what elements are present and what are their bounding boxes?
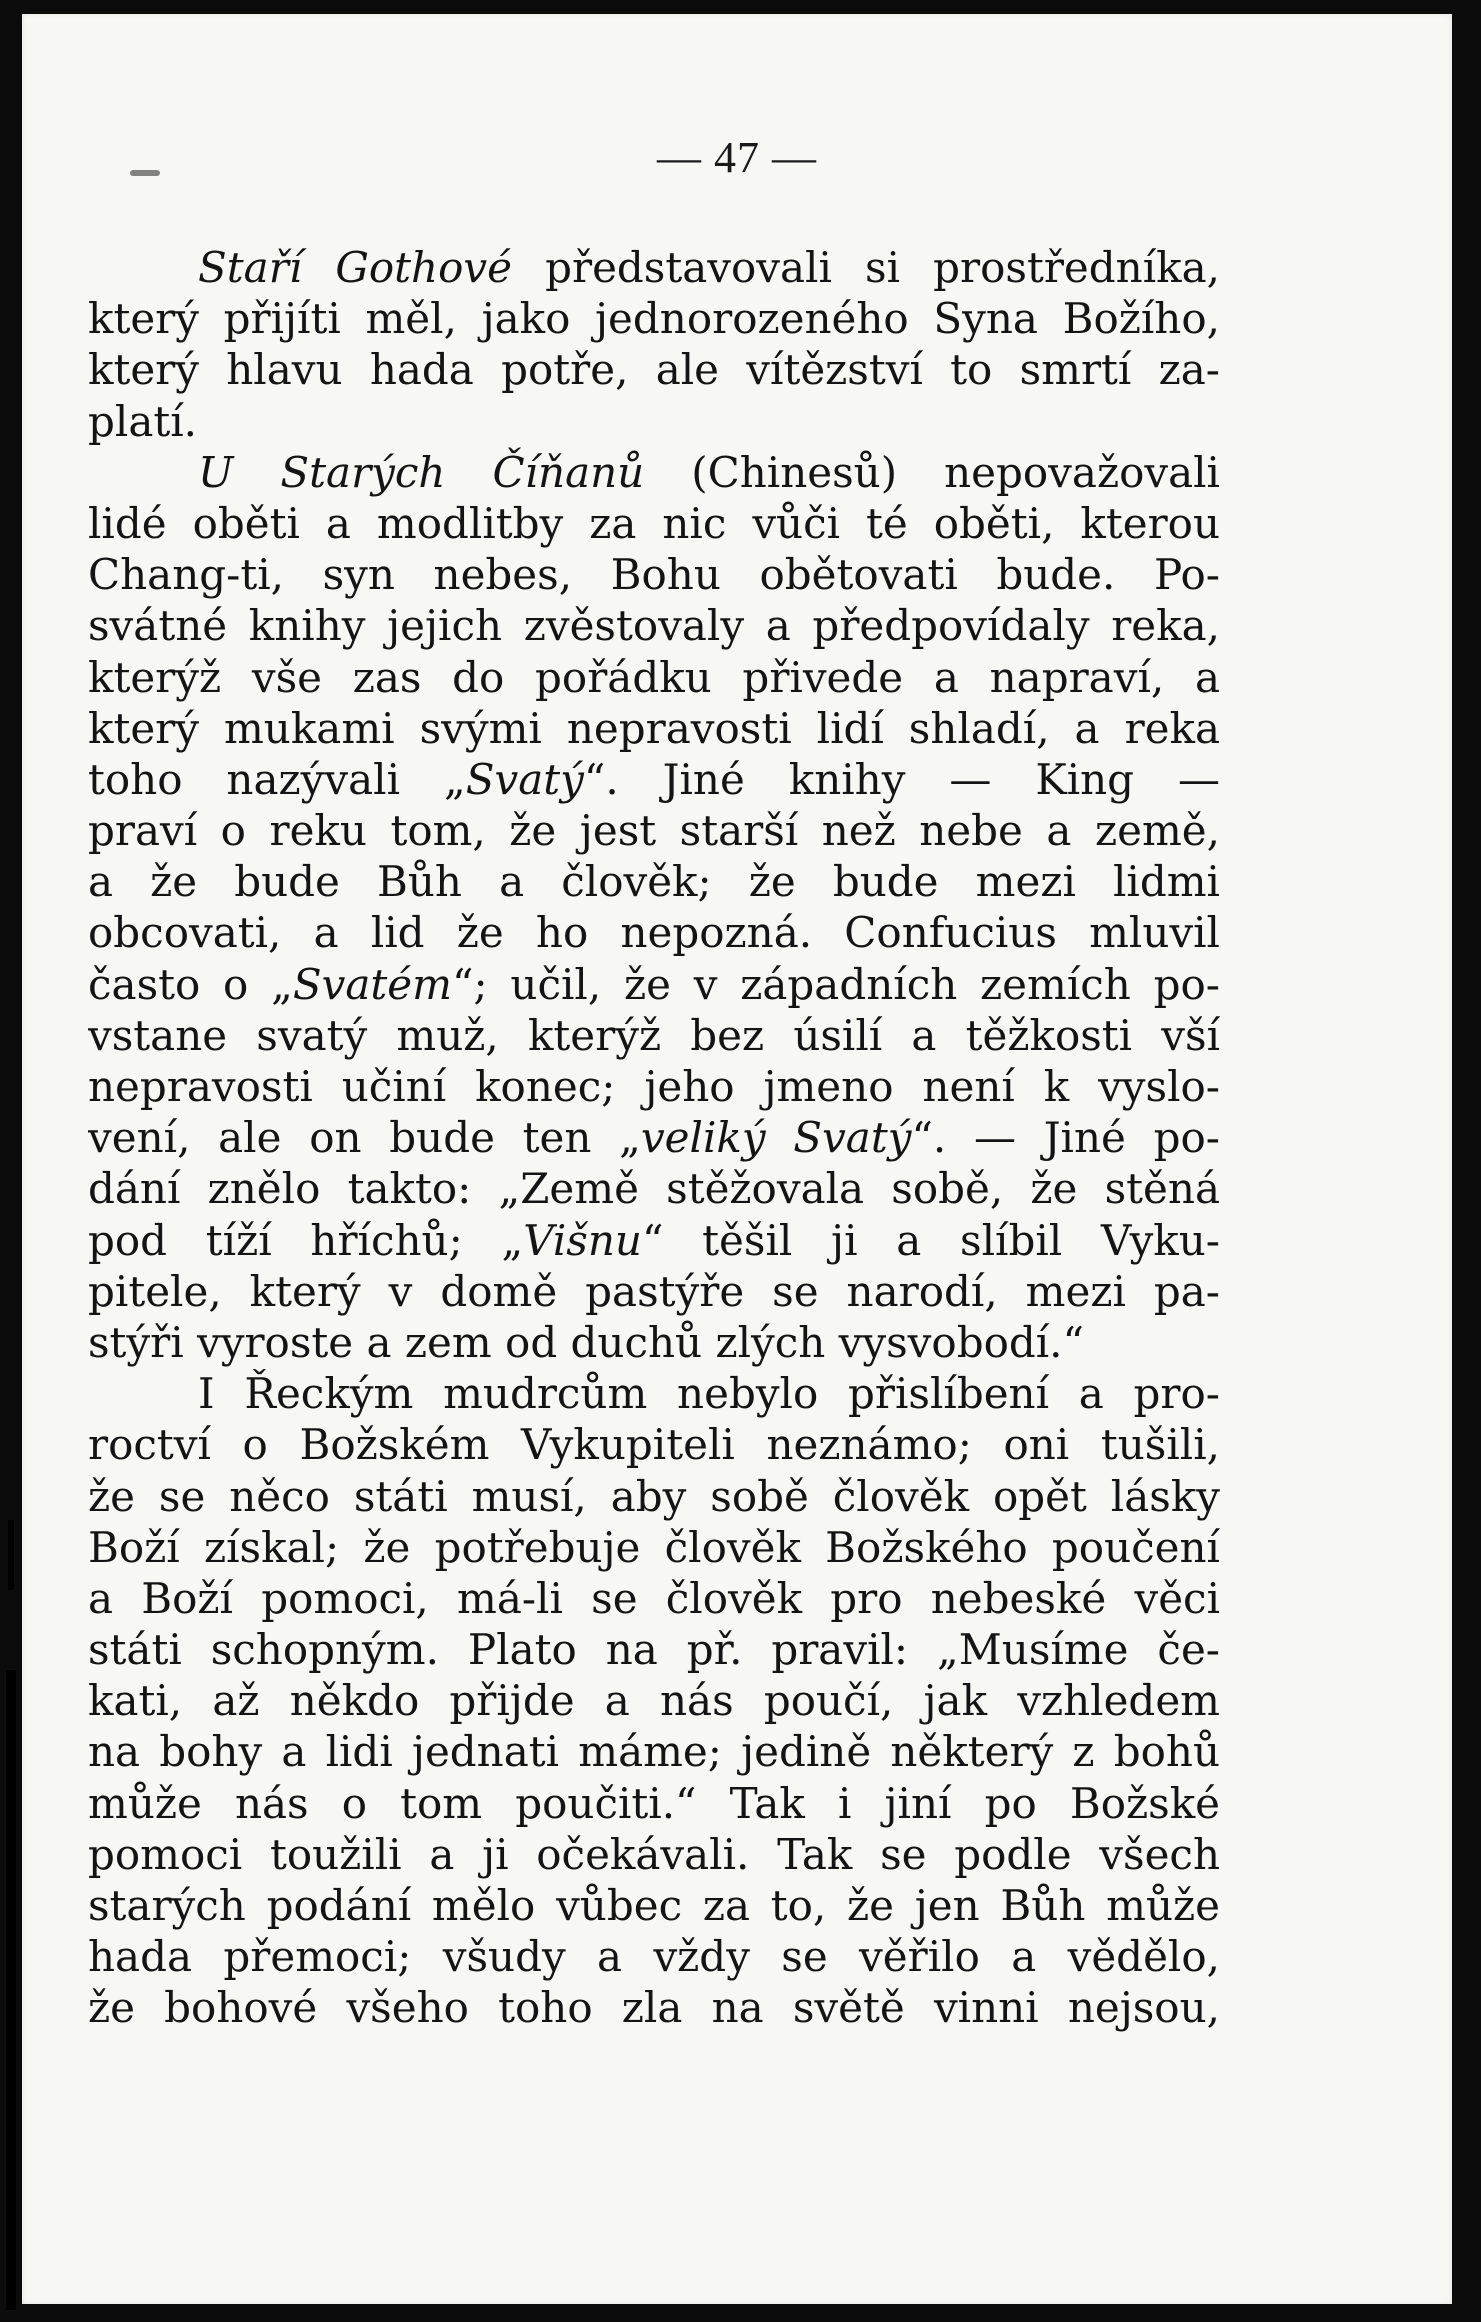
text-run: hada přemoci; všudy a vždy se věřilo a vědělo,: [88, 1932, 1220, 1982]
text-line: [88, 805, 1220, 856]
text-run: svátné knihy jejich zvěstovaly a předpovídaly reka,: [88, 601, 1220, 651]
scan-artifact: [6, 1670, 16, 2310]
text-line: [88, 498, 1220, 549]
text-line: [88, 600, 1220, 651]
text-line: [88, 1061, 1220, 1112]
text-run: kati, až někdo přijde a nás poučí, jak vzhledem: [88, 1676, 1220, 1726]
text-run: kterýž vše zas do pořádku přivede a napraví, a: [88, 652, 1220, 702]
text-line: [88, 1778, 1220, 1829]
italic-text: Staří Gothové: [198, 243, 512, 292]
text-run: který hlavu hada potře, ale vítězství to smrtí za-: [88, 345, 1220, 395]
text-line: [88, 1163, 1220, 1214]
text-line: [88, 754, 1220, 805]
text-run: platí.: [88, 396, 198, 446]
text-run: praví o reku tom, že jest starší než nebe a země,: [88, 806, 1220, 856]
text-run: často o „: [88, 959, 293, 1009]
text-run: dání znělo takto: „Země stěžovala sobě, že stěná: [88, 1164, 1220, 1214]
text-run: pomoci toužili a ji očekávali. Tak se podle všech: [88, 1829, 1220, 1879]
italic-text: Svatém: [292, 959, 452, 1009]
page-number: — 47 —: [657, 133, 817, 182]
italic-text: Višnu: [523, 1215, 642, 1265]
scan-left-edge: [0, 0, 22, 2322]
italic-text: Svatý: [465, 754, 584, 804]
text-line: [88, 1010, 1220, 1061]
body-text: [88, 242, 1220, 2034]
text-line: [88, 1266, 1220, 1317]
text-run: a že bude Bůh a člověk; že bude mezi lidmi: [88, 857, 1220, 907]
italic-text: veliký Svatý: [640, 1113, 912, 1163]
text-run: Chang-ti, syn nebes, Bohu obětovati bude. Po-: [88, 550, 1220, 600]
text-line: [88, 856, 1220, 907]
text-line: [88, 549, 1220, 600]
text-run: “. Jiné knihy — King —: [583, 754, 1220, 804]
text-run: starých podání mělo vůbec za to, že jen Bůh může: [88, 1881, 1220, 1930]
text-line: [88, 293, 1220, 344]
text-line: [88, 344, 1220, 395]
italic-text: U Starých Číňanů: [198, 447, 645, 497]
text-line: [88, 1573, 1220, 1624]
text-line: [88, 652, 1220, 703]
text-run: (Chinesů) nepovažovali: [644, 447, 1220, 497]
text-run: Boží získal; že potřebuje člověk Božského poučení: [88, 1522, 1220, 1572]
text-run: vstane svatý muž, kterýž bez úsilí a těžkosti vší: [88, 1010, 1220, 1060]
text-run: na bohy a lidi jednati máme; jedině některý z bohů: [88, 1727, 1220, 1777]
text-line: [88, 1522, 1220, 1573]
text-line: [88, 1675, 1220, 1726]
text-run: že se něco státi musí, aby sobě člověk opět lásky: [88, 1471, 1220, 1521]
text-run: lidé oběti a modlitby za nic vůči té oběti, kterou: [88, 498, 1220, 548]
text-line: [88, 1982, 1220, 2033]
text-line: [88, 1471, 1220, 1522]
text-run: státi schopným. Plato na př. pravil: „Musíme če-: [88, 1625, 1220, 1675]
text-line: [88, 907, 1220, 958]
text-line: [88, 1112, 1220, 1163]
text-line: [88, 959, 1220, 1010]
text-run: který přijíti měl, jako jednorozeného Syna Božího,: [88, 294, 1220, 344]
text-run: představovali si prostředníka,: [511, 243, 1220, 292]
text-line: [88, 1880, 1220, 1931]
text-line: [88, 1368, 1220, 1419]
text-run: nepravosti učiní konec; jeho jmeno není k vyslo-: [88, 1062, 1220, 1111]
text-run: I Řeckým mudrcům nebylo přislíbení a pro-: [198, 1369, 1220, 1419]
text-line: [88, 1726, 1220, 1777]
text-line: [88, 1931, 1220, 1982]
text-line: [88, 1829, 1220, 1880]
text-line: [88, 1215, 1220, 1266]
scan-artifact: [8, 1520, 14, 1590]
text-run: roctví o Božském Vykupiteli neznámo; oni tušili,: [88, 1420, 1220, 1470]
text-run: pitele, který v domě pastýře se narodí, mezi pa-: [88, 1266, 1220, 1316]
text-run: pod tíží hříchů; „: [88, 1215, 524, 1265]
text-run: “. — Jiné po-: [911, 1113, 1220, 1163]
text-run: může nás o tom poučiti.“ Tak i jiní po Božské: [88, 1778, 1220, 1828]
text-run: “ těšil ji a slíbil Vyku-: [641, 1215, 1220, 1265]
text-line: [88, 1624, 1220, 1675]
book-page: [22, 14, 1452, 2304]
text-line: [88, 703, 1220, 754]
text-line: [88, 447, 1220, 498]
text-line: [88, 1419, 1220, 1470]
text-run: který mukami svými nepravosti lidí shladí, a reka: [88, 703, 1220, 753]
text-run: stýři vyroste a zem od duchů zlých vysvobodí.“: [88, 1317, 1085, 1367]
text-run: vení, ale on bude ten „: [88, 1113, 641, 1163]
text-line: [88, 396, 1220, 447]
text-run: a Boží pomoci, má-li se člověk pro nebeské věci: [88, 1573, 1220, 1623]
text-line: [88, 1317, 1220, 1368]
text-run: toho nazývali „: [88, 754, 466, 804]
text-run: “; učil, že v západních zemích po-: [452, 959, 1220, 1009]
text-run: obcovati, a lid že ho nepozná. Confucius mluvil: [88, 908, 1220, 958]
text-run: že bohové všeho toho zla na světě vinni nejsou,: [88, 1983, 1220, 2033]
text-line: [88, 242, 1220, 293]
